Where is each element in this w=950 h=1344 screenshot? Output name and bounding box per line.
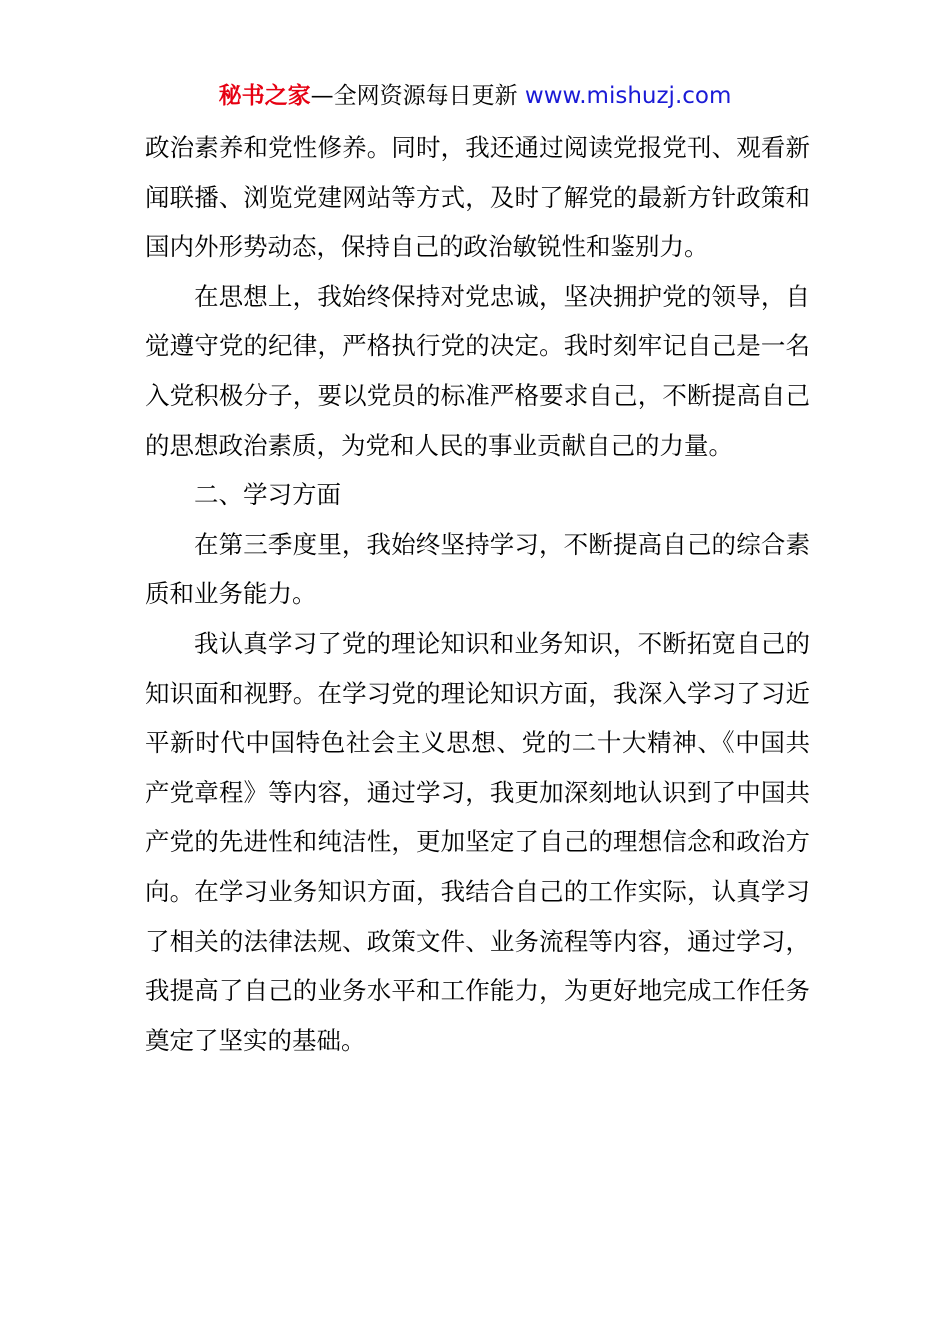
header-site-link[interactable]: www.mishuzj.com bbox=[524, 83, 732, 109]
paragraph-1: 政治素养和党性修养。同时，我还通过阅读党报党刊、观看新闻联播、浏览党建网站等方式，及时了解党的最新方针政策和国内外形势动态，保持自己的政治敏锐性和鉴别力。 bbox=[145, 133, 810, 262]
page-header bbox=[0, 80, 950, 112]
header-tagline: —全网资源每日更新 bbox=[310, 83, 525, 109]
header-brand: 秘书之家 bbox=[218, 83, 311, 109]
document-body bbox=[145, 123, 810, 1065]
paragraph-3: 在第三季度里，我始终坚持学习，不断提高自己的综合素质和业务能力。 bbox=[145, 529, 810, 609]
paragraph-4: 我认真学习了党的理论知识和业务知识，不断拓宽自己的知识面和视野。在学习党的理论知识方面，我深入学习了习近平新时代中国特色社会主义思想、党的二十大精神、《中国共产党章程》等内容，通过学习，我更加深刻地认识到了中国共产党的先进性和纯洁性，更加坚定了自己的理想信念和政治方向。在学习业务知识方面，我结合自己的工作实际，认真学习了相关的法律法规、政策文件、业务流程等内容，通过学习，我提高了自己的业务水平和工作能力，为更好地完成工作任务奠定了坚实的基础。 bbox=[145, 628, 810, 1055]
paragraph-2: 在思想上，我始终保持对党忠诚，坚决拥护党的领导，自觉遵守党的纪律，严格执行党的决定。我时刻牢记自己是一名入党积极分子，要以党员的标准严格要求自己，不断提高自己的思想政治素质，为党和人民的事业贡献自己的力量。 bbox=[145, 281, 810, 460]
section-heading-study: 二、学习方面 bbox=[194, 480, 341, 510]
